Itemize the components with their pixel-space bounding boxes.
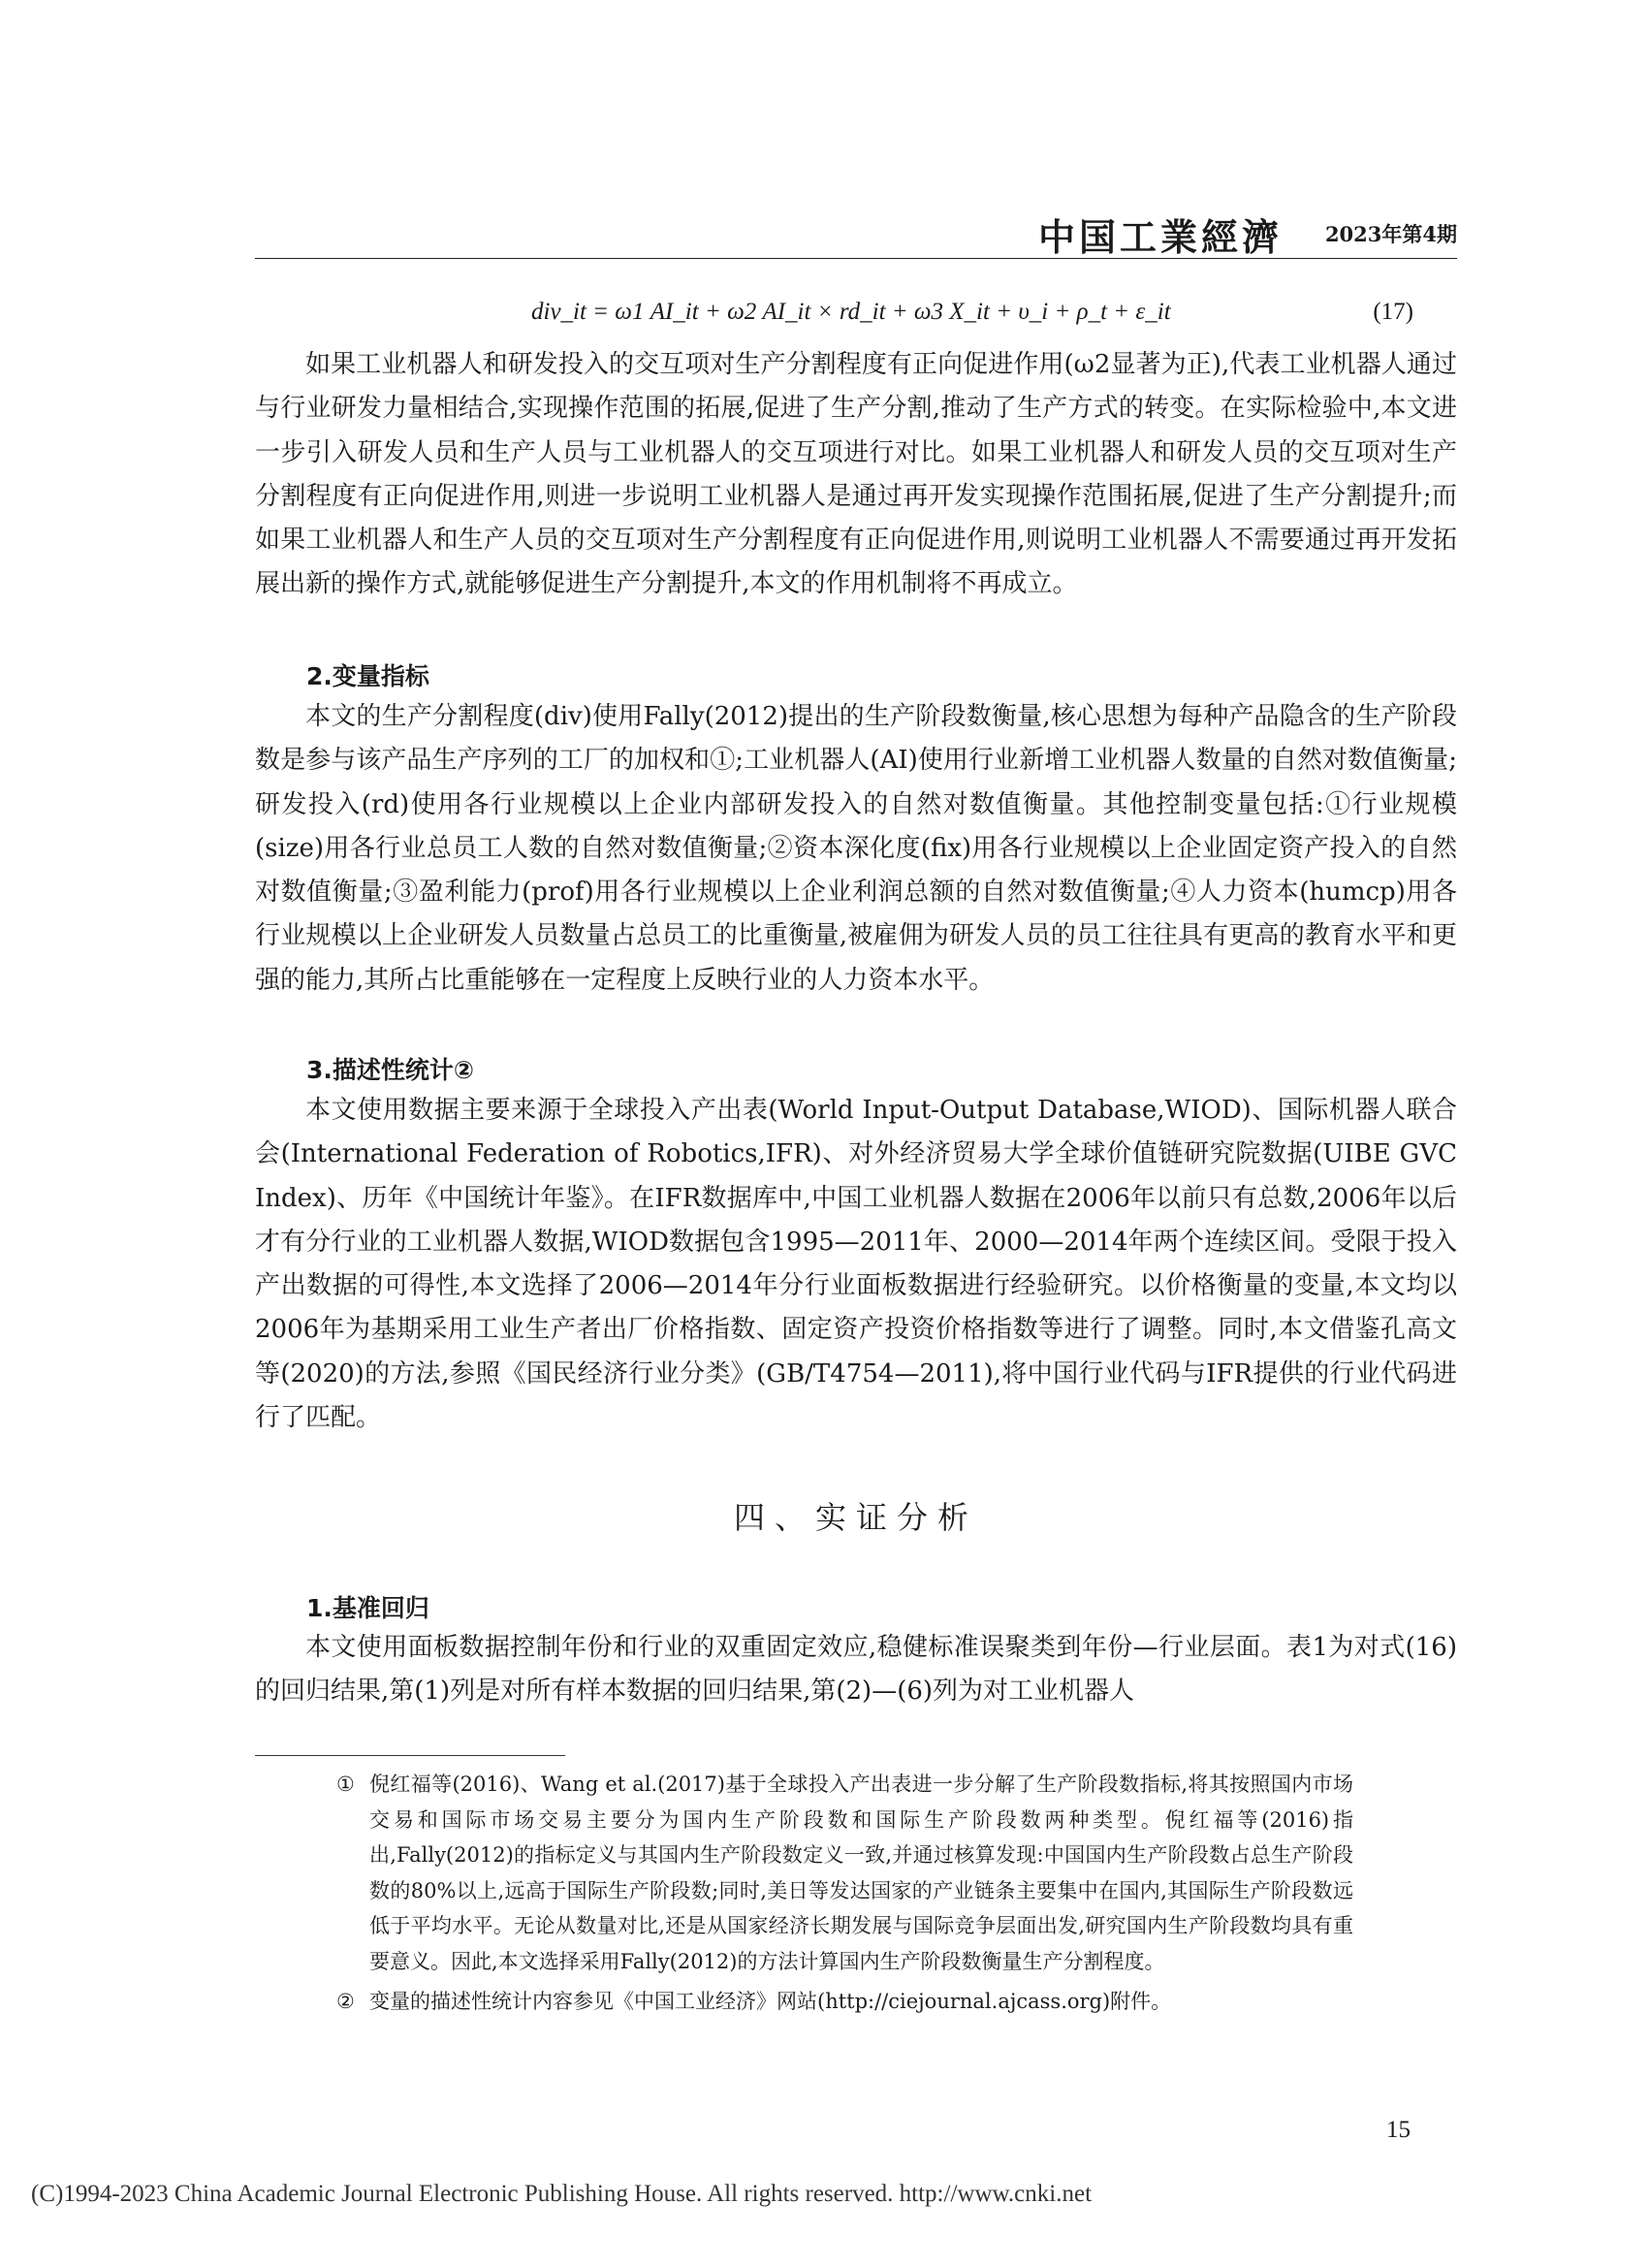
heading-descriptive-stats: 3.描述性统计②: [306, 1056, 475, 1084]
header-divider: [255, 258, 1457, 259]
paragraph-mechanism: 如果工业机器人和研发投入的交互项对生产分割程度有正向促进作用(ω2显著为正),代表工业机器人通过与行业研发力量相结合,实现操作范围的拓展,促进了生产分割,推动了生产方式的转变。在实际检验中,本文进一步引入研发人员和生产人员与工业机器人的交互项进行对比。如果工业机器人和研发人员的交互项对生产分割程度有正向促进作用,则进一步说明工业机器人是通过再开发实现操作范围拓展,促进了生产分割提升;而如果工业机器人和生产人员的交互项对生产分割程度有正向促进作用,则说明工业机器人不需要通过再开发拓展出新的操作方式,就能够促进生产分割提升,本文的作用机制将不再成立。: [255, 350, 1457, 599]
heading-baseline-regression: 1.基准回归: [306, 1594, 429, 1622]
equation-17: [255, 299, 1457, 337]
paragraph-data-sources: 本文使用数据主要来源于全球投入产出表(World Input-Output Database,WIOD)、国际机器人联合会(International Federation of Robotics,IFR)、对外经济贸易大学全球价值链研究院数据(UIBE GVC Index)、历年《中国统计年鉴》。在IFR数据库中,中国工业机器人数据在2006年以前只有总数,2006年以后才有分行业的工业机器人数据,WIOD数据包含1995—2011年、2000—2014年两个连续区间。受限于投入产出数据的可得性,本文选择了2006—2014年分行业面板数据进行经验研究。以价格衡量的变量,本文均以2006年为基期采用工业生产者出厂价格指数、固定资产投资价格指数等进行了调整。同时,本文借鉴孔高文等(2020)的方法,参照《国民经济行业分类》(GB/T4754—2011),将中国行业代码与IFR提供的行业代码进行了匹配。: [255, 1096, 1457, 1433]
footnote-mark: ①: [336, 1773, 355, 1796]
footnote-text: 变量的描述性统计内容参见《中国工业经济》网站(http://ciejournal.ajcass.org)附件。: [369, 1990, 1172, 2013]
copyright-line: (C)1994-2023 China Academic Journal Electronic Publishing House. All rights reserved. http://www.cnki.net: [31, 2181, 1093, 2207]
footnote-mark: ②: [336, 1990, 355, 2013]
paragraph-baseline: 本文使用面板数据控制年份和行业的双重固定效应,稳健标准误聚类到年份—行业层面。表1为对式(16)的回归结果,第(1)列是对所有样本数据的回归结果,第(2)—(6)列为对工业机器人: [255, 1633, 1457, 1707]
equation-formula: div_it = ω1 AI_it + ω2 AI_it × rd_it + ω3 X_it + υ_i + ρ_t + ε_it: [531, 299, 1171, 325]
journal-logo: 中国工業經濟: [1037, 215, 1283, 259]
footnote-text: 倪红福等(2016)、Wang et al.(2017)基于全球投入产出表进一步分解了生产阶段数指标,将其按照国内市场交易和国际市场交易主要分为国内生产阶段数和国际生产阶段数两种类型。倪红福等(2016)指出,Fally(2012)的指标定义与其国内生产阶段数定义一致,并通过核算发现:中国国内生产阶段数占总生产阶段数的80%以上,远高于国际生产阶段数;同时,美日等发达国家的产业链条主要集中在国内,其国际生产阶段数远低于平均水平。无论从数量对比,还是从国家经济长期发展与国际竞争层面出发,研究国内生产阶段数均具有重要意义。因此,本文选择采用Fally(2012)的方法计算国内生产阶段数衡量生产分割程度。: [369, 1773, 1353, 1973]
page-number: 15: [1386, 2117, 1411, 2143]
heading-variables: 2.变量指标: [306, 662, 429, 690]
equation-number: (17): [1373, 299, 1413, 325]
paragraph-variables: 本文的生产分割程度(div)使用Fally(2012)提出的生产阶段数衡量,核心思想为每种产品隐含的生产阶段数是参与该产品生产序列的工厂的加权和①;工业机器人(AI)使用行业新增工业机器人数量的自然对数值衡量;研发投入(rd)使用各行业规模以上企业内部研发投入的自然对数值衡量。其他控制变量包括:①行业规模(size)用各行业总员工人数的自然对数值衡量;②资本深化度(fix)用各行业规模以上企业固定资产投入的自然对数值衡量;③盈利能力(prof)用各行业规模以上企业利润总额的自然对数值衡量;④人力资本(humcp)用各行业规模以上企业研发人员数量占总员工的比重衡量,被雇佣为研发人员的员工往往具有更高的教育水平和更强的能力,其所占比重能够在一定程度上反映行业的人力资本水平。: [255, 702, 1457, 995]
section-title: 四、实证分析: [733, 1499, 978, 1536]
issue-label: 2023年第4期: [1324, 222, 1457, 246]
footnote-divider: [255, 1755, 565, 1756]
page-header: [255, 208, 1457, 259]
